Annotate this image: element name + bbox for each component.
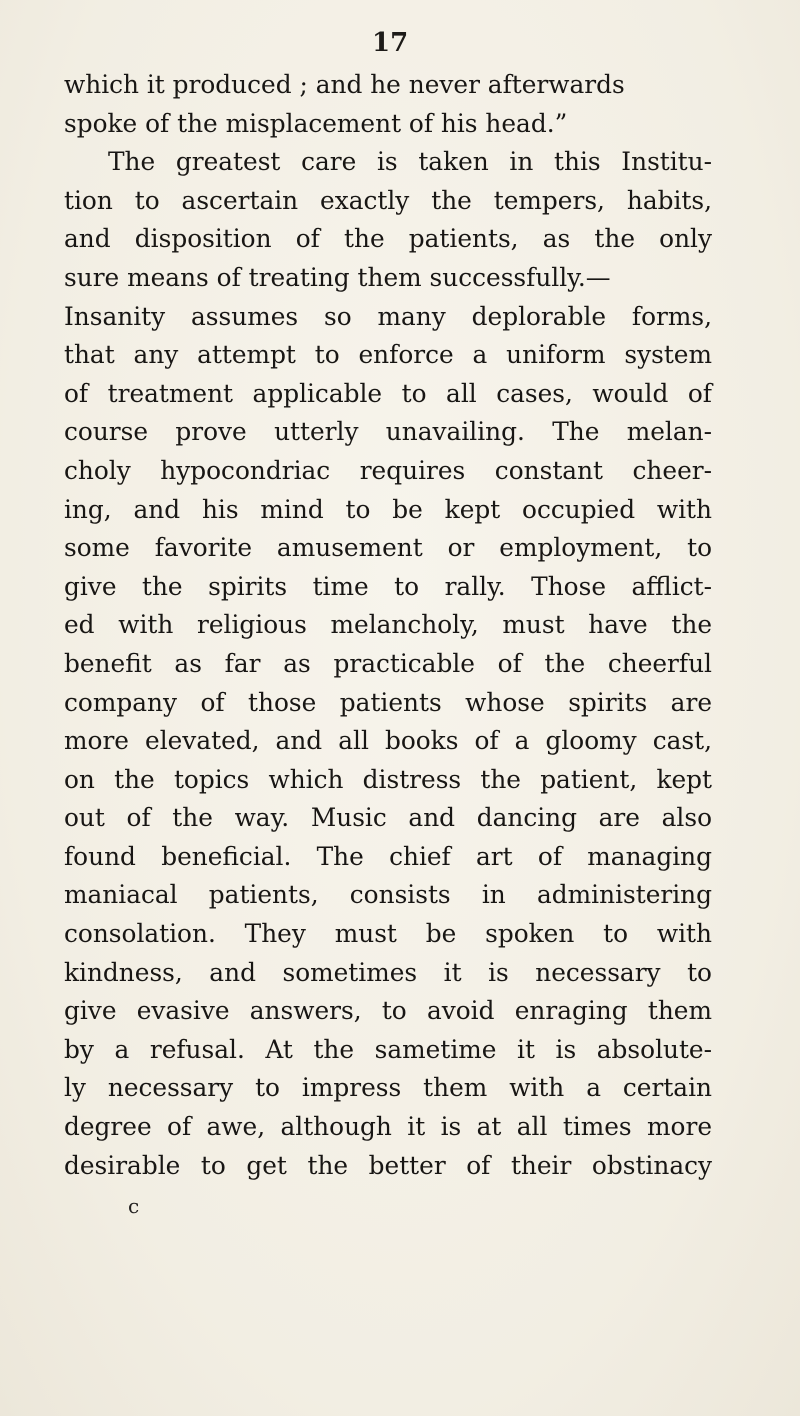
body-text — [64, 66, 712, 1185]
signature-mark: c — [128, 1194, 140, 1218]
text-line: tion to ascertain exactly the tempers, habits, — [64, 185, 712, 215]
text-line: The greatest care is taken in this Institu- — [108, 147, 712, 177]
text-line: ing, and his mind to be kept occupied with — [64, 494, 712, 524]
text-line: which it produced ; and he never afterwards — [64, 70, 625, 99]
text-line: ed with religious melancholy, must have the — [64, 610, 712, 640]
text-line: ly necessary to impress them with a certain — [64, 1073, 712, 1103]
page-number: 17 — [372, 28, 409, 58]
text-line: on the topics which distress the patient, kept — [64, 764, 712, 794]
text-line: by a refusal. At the sametime it is absolute- — [64, 1034, 712, 1064]
text-line: sure means of treating them successfully.— — [64, 262, 611, 292]
text-line: that any attempt to enforce a uniform system — [64, 340, 712, 370]
text-line: choly hypocondriac requires constant cheer- — [64, 455, 712, 485]
text-line: give evasive answers, to avoid enraging them — [64, 996, 712, 1026]
text-line: Insanity assumes so many deplorable forms, — [64, 301, 712, 331]
text-line: of treatment applicable to all cases, would of — [64, 378, 712, 408]
text-line: course prove utterly unavailing. The melan- — [64, 417, 712, 447]
text-line: found beneficial. The chief art of managing — [64, 841, 712, 871]
text-line: and disposition of the patients, as the only — [64, 224, 712, 254]
text-line: maniacal patients, consists in administering — [64, 880, 712, 910]
text-line: out of the way. Music and dancing are also — [64, 803, 712, 833]
text-line: benefit as far as practicable of the cheerful — [64, 648, 712, 678]
text-line: spoke of the misplacement of his head.” — [64, 108, 568, 138]
text-line: degree of awe, although it is at all times more — [64, 1112, 712, 1142]
text-line: more elevated, and all books of a gloomy cast, — [64, 726, 712, 756]
text-line: give the spirits time to rally. Those afflict- — [64, 571, 712, 601]
text-line: kindness, and sometimes it is necessary to — [64, 957, 712, 987]
text-line: desirable to get the better of their obstinacy — [64, 1150, 712, 1180]
text-line: some favorite amusement or employment, to — [64, 533, 712, 563]
text-line: consolation. They must be spoken to with — [64, 919, 712, 949]
text-line: company of those patients whose spirits are — [64, 687, 712, 717]
